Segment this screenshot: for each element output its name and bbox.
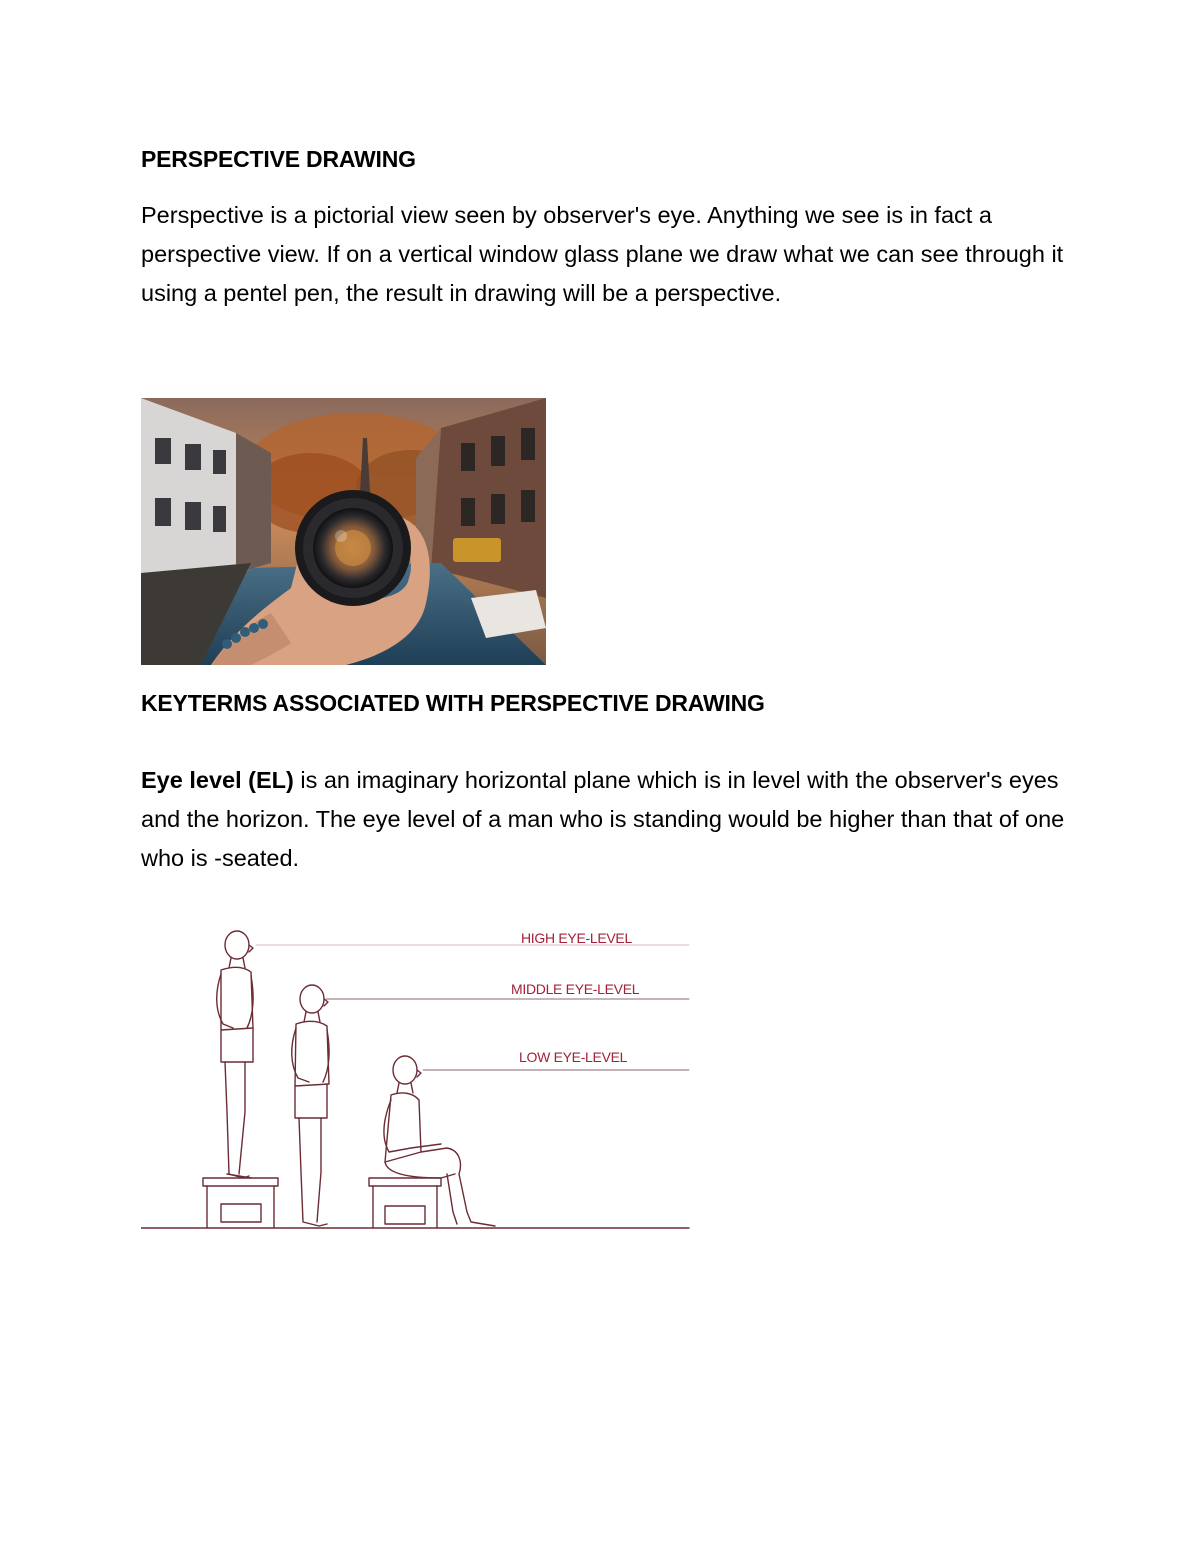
eye-level-diagram: [141, 912, 693, 1234]
middle-eye-level-label: MIDDLE EYE-LEVEL: [511, 981, 640, 997]
lens-canal-photo: [141, 398, 546, 665]
standing-man-on-ground: [292, 985, 329, 1226]
eye-level-definition: is an imaginary horizontal plane which is in level with the observer's eyes and the horizon. The eye level of a man who is standing would be higher than that of one who is -seated.: [141, 767, 1065, 871]
intro-paragraph: Perspective is a pictorial view seen by observer's eye. Anything we see is in fact a perspective view. If on a vertical window glass plane we draw what we can see through it using a pentel pen, the result in drawing will be a perspective.: [141, 202, 1064, 306]
low-eye-level-label: LOW EYE-LEVEL: [519, 1049, 628, 1065]
standing-box: [203, 1178, 278, 1228]
page-title: PERSPECTIVE DRAWING: [141, 146, 416, 172]
high-eye-level-label: HIGH EYE-LEVEL: [521, 930, 632, 946]
standing-man-on-box: [217, 931, 253, 1178]
eye-level-paragraph: [141, 761, 1071, 878]
keyterms-heading: KEYTERMS ASSOCIATED WITH PERSPECTIVE DRAWING: [141, 690, 765, 716]
seated-man: [384, 1056, 495, 1226]
eye-level-term: Eye level (EL): [141, 767, 294, 793]
seated-box: [369, 1178, 441, 1228]
